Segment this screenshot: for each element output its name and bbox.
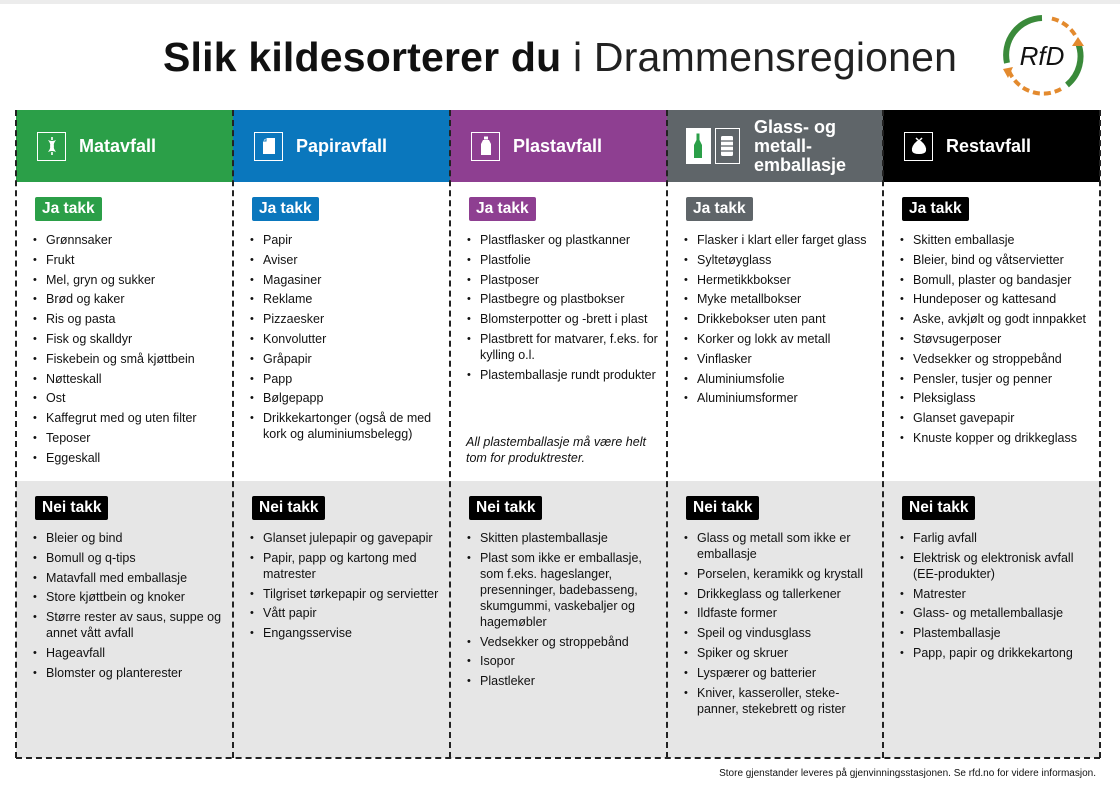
list-item: • Ris og pasta — [46, 311, 226, 327]
column-title: Plastavfall — [513, 135, 603, 156]
list-item: • Engangsservise — [263, 625, 443, 641]
list-item: • Bleier, bind og våtservietter — [913, 252, 1093, 268]
list-item: • Konvolutter — [263, 331, 443, 347]
list-item: • Grønnsaker — [46, 232, 226, 248]
list-item: • Knuste kopper og drikkeglass — [913, 430, 1093, 446]
glass-bottle-icon — [686, 128, 711, 164]
rfd-logo — [999, 13, 1085, 97]
column-title: Restavfall — [946, 135, 1032, 156]
list-item: • Nøtteskall — [46, 371, 226, 387]
column-title-line: Glass- og — [754, 116, 837, 137]
list-item: • Plastleker — [480, 673, 660, 689]
list-item: • Plastflasker og plastkanner — [480, 232, 660, 248]
no-list — [46, 530, 226, 685]
list-item: • Glass- og metallemballasje — [913, 605, 1093, 621]
list-item: • Hermetikkbokser — [697, 272, 877, 288]
no-section — [16, 481, 233, 758]
list-item: • Plastemballasje rundt produkter — [480, 367, 660, 383]
list-item: • Støvsugerposer — [913, 331, 1093, 347]
yes-badge: Ja takk — [252, 197, 319, 221]
column-header-matavfall — [16, 110, 233, 182]
list-item: • Bleier og bind — [46, 530, 226, 546]
page-title — [163, 34, 957, 81]
no-list — [480, 530, 660, 693]
column-divider — [666, 110, 668, 758]
column-divider — [1099, 110, 1101, 758]
no-badge: Nei takk — [686, 496, 759, 520]
list-item: • Frukt — [46, 252, 226, 268]
logo-text: RfD — [1019, 41, 1065, 71]
column-title-line: metall- — [754, 135, 813, 156]
list-item: • Glass og metall som ikke er emballasje — [697, 530, 877, 562]
column-header-plastavfall — [450, 110, 667, 182]
no-badge: Nei takk — [469, 496, 542, 520]
list-item: • Porselen, keramikk og krystall — [697, 566, 877, 582]
list-item: • Tilgriset tørkepapir og servietter — [263, 586, 443, 602]
list-item: • Aluminiumsfolie — [697, 371, 877, 387]
column-title-line: emballasje — [754, 154, 847, 175]
list-item: • Vått papir — [263, 605, 443, 621]
column-plastavfall — [450, 110, 667, 758]
no-list — [263, 530, 443, 645]
yes-list — [46, 232, 226, 470]
list-item: • Pleksiglass — [913, 390, 1093, 406]
list-item: • Bomull, plaster og bandasjer — [913, 272, 1093, 288]
column-title: Papiravfall — [296, 135, 388, 156]
top-rule — [0, 0, 1120, 4]
column-title: Matavfall — [79, 135, 157, 156]
apple-core-icon — [37, 132, 66, 161]
list-item: • Ildfaste former — [697, 605, 877, 621]
column-restavfall — [883, 110, 1100, 758]
list-item: • Plastbrett for matvarer, f.eks. for kylling o.l. — [480, 331, 660, 363]
list-item: • Blomsterpotter og -brett i plast — [480, 311, 660, 327]
column-header-restavfall — [883, 110, 1100, 182]
list-item: • Isopor — [480, 653, 660, 669]
list-item: • Elektrisk og elektronisk avfall (EE-produkter) — [913, 550, 1093, 582]
list-item: • Korker og lokk av metall — [697, 331, 877, 347]
no-section — [883, 481, 1100, 758]
column-matavfall — [16, 110, 233, 758]
no-badge: Nei takk — [902, 496, 975, 520]
yes-list — [913, 232, 1093, 450]
list-item: • Magasiner — [263, 272, 443, 288]
list-item: • Papir — [263, 232, 443, 248]
paper-icon — [254, 132, 283, 161]
list-item: • Vedsekker og stroppebånd — [913, 351, 1093, 367]
metal-can-icon — [715, 128, 740, 164]
list-item: • Hageavfall — [46, 645, 226, 661]
yes-badge: Ja takk — [902, 197, 969, 221]
footer-note: Store gjenstander leveres på gjenvinningsstasjonen. Se rfd.no for videre informasjon. — [719, 768, 1096, 779]
list-item: • Glanset gavepapir — [913, 410, 1093, 426]
yes-section — [450, 182, 667, 481]
list-item: • Plastemballasje — [913, 625, 1093, 641]
no-section — [450, 481, 667, 758]
list-item: • Større rester av saus, suppe og annet vått avfall — [46, 609, 226, 641]
list-item: • Mel, gryn og sukker — [46, 272, 226, 288]
list-item: • Drikkebokser uten pant — [697, 311, 877, 327]
list-item: • Plast som ikke er emballasje, som f.eks. hageslanger, presenninger, badebasseng, skumgummi, vaskebaljer og hagemøbler — [480, 550, 660, 630]
list-item: • Drikkekartonger (også de med kork og aluminiumsbelegg) — [263, 410, 443, 442]
yes-list — [480, 232, 660, 387]
no-section — [667, 481, 884, 758]
list-item: • Glanset julepapir og gavepapir — [263, 530, 443, 546]
list-item: • Store kjøttbein og knoker — [46, 589, 226, 605]
yes-badge: Ja takk — [35, 197, 102, 221]
yes-section — [233, 182, 450, 481]
list-item: • Farlig avfall — [913, 530, 1093, 546]
column-divider — [449, 110, 451, 758]
list-item: • Eggeskall — [46, 450, 226, 466]
yes-badge: Ja takk — [469, 197, 536, 221]
list-item: • Blomster og planterester — [46, 665, 226, 681]
list-item: • Aluminiumsformer — [697, 390, 877, 406]
list-item: • Pensler, tusjer og penner — [913, 371, 1093, 387]
list-item: • Kaffegrut med og uten filter — [46, 410, 226, 426]
list-item: • Plastfolie — [480, 252, 660, 268]
list-item: • Spiker og skruer — [697, 645, 877, 661]
list-item: • Fiskebein og små kjøttbein — [46, 351, 226, 367]
yes-section — [16, 182, 233, 481]
list-item: • Bomull og q-tips — [46, 550, 226, 566]
list-item: • Bølgepapp — [263, 390, 443, 406]
list-item: • Plastposer — [480, 272, 660, 288]
list-item: • Flasker i klart eller farget glass — [697, 232, 877, 248]
list-item: • Skitten emballasje — [913, 232, 1093, 248]
yes-list — [697, 232, 877, 410]
list-item: • Myke metallbokser — [697, 291, 877, 307]
list-item: • Pizzaesker — [263, 311, 443, 327]
list-item: • Aviser — [263, 252, 443, 268]
yes-section — [883, 182, 1100, 481]
column-divider — [15, 110, 17, 758]
list-item: • Skitten plastemballasje — [480, 530, 660, 546]
list-item: • Syltetøyglass — [697, 252, 877, 268]
list-item: • Papp — [263, 371, 443, 387]
page-title-region: i Drammensregionen — [573, 34, 958, 80]
column-title — [754, 118, 846, 175]
list-item: • Reklame — [263, 291, 443, 307]
list-item: • Lyspærer og batterier — [697, 665, 877, 681]
list-item: • Vinflasker — [697, 351, 877, 367]
bottom-divider — [16, 757, 1100, 759]
list-item: • Speil og vindusglass — [697, 625, 877, 641]
sorting-board — [16, 110, 1100, 758]
column-header-glass-metall — [667, 110, 884, 182]
yes-list — [263, 232, 443, 446]
list-item: • Matavfall med emballasje — [46, 570, 226, 586]
column-glass-metall — [667, 110, 884, 758]
no-section — [233, 481, 450, 758]
yes-section — [667, 182, 884, 481]
column-divider — [232, 110, 234, 758]
list-item: • Vedsekker og stroppebånd — [480, 634, 660, 650]
list-item: • Plastbegre og plastbokser — [480, 291, 660, 307]
list-item: • Gråpapir — [263, 351, 443, 367]
plastic-note: All plastemballasje må være helt tom for produktrester. — [466, 435, 646, 465]
no-badge: Nei takk — [35, 496, 108, 520]
trash-bag-icon — [904, 132, 933, 161]
plastic-bottle-icon — [471, 132, 500, 161]
no-list — [697, 530, 877, 720]
list-item: • Fisk og skalldyr — [46, 331, 226, 347]
yes-badge: Ja takk — [686, 197, 753, 221]
no-badge: Nei takk — [252, 496, 325, 520]
page-title-bold: Slik kildesorterer du — [163, 34, 562, 80]
list-item: • Hundeposer og kattesand — [913, 291, 1093, 307]
list-item: • Teposer — [46, 430, 226, 446]
list-item: • Matrester — [913, 586, 1093, 602]
list-item: • Aske, avkjølt og godt innpakket — [913, 311, 1093, 327]
column-papiravfall — [233, 110, 450, 758]
glass-bottle-can-icon — [685, 128, 740, 164]
list-item: • Drikkeglass og tallerkener — [697, 586, 877, 602]
list-item: • Papir, papp og kartong med matrester — [263, 550, 443, 582]
list-item: • Ost — [46, 390, 226, 406]
list-item: • Brød og kaker — [46, 291, 226, 307]
list-item: • Kniver, kasseroller, steke-panner, stekebrett og rister — [697, 685, 877, 717]
list-item: • Papp, papir og drikkekartong — [913, 645, 1093, 661]
no-list — [913, 530, 1093, 665]
column-header-papiravfall — [233, 110, 450, 182]
column-divider — [882, 110, 884, 758]
